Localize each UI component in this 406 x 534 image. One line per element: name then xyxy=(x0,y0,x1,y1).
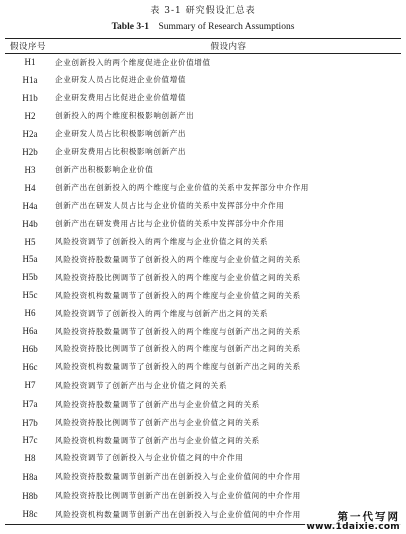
hypothesis-code: H8 xyxy=(24,452,36,463)
hypothesis-content: 风险投资调节了创新产出与企业价值之间的关系 xyxy=(55,380,228,390)
hypothesis-code: H7c xyxy=(22,435,38,445)
table-row xyxy=(5,287,401,304)
table-row xyxy=(5,54,401,71)
hypothesis-code: H5b xyxy=(22,272,38,282)
hypothesis-content: 企业创新投入的两个维度促进企业价值增值 xyxy=(55,57,211,67)
hypothesis-code: H5a xyxy=(22,254,38,264)
table-row xyxy=(5,414,401,432)
hypothesis-content: 企业研发费用占比促进企业价值增值 xyxy=(55,93,187,103)
hypothesis-content: 创新产出积极影响企业价值 xyxy=(55,165,154,175)
hypothesis-code: H6 xyxy=(24,308,36,318)
table-header-row xyxy=(5,39,401,54)
hypothesis-code: H5c xyxy=(22,290,38,300)
table-row xyxy=(5,432,401,449)
table-row xyxy=(5,107,401,125)
table-row xyxy=(5,304,401,323)
hypothesis-code: H3 xyxy=(24,164,36,175)
table-row xyxy=(5,233,401,251)
hypothesis-code: H8b xyxy=(22,490,38,501)
hypothesis-code: H6c xyxy=(22,361,38,372)
table-row xyxy=(5,340,401,358)
hypothesis-content: 风险投资机构数量调节了创新投入的两个维度与创新产出之间的关系 xyxy=(55,362,301,372)
hypothesis-content: 风险投资持股数量调节了创新产出与企业价值之间的关系 xyxy=(55,399,260,409)
table-row xyxy=(5,395,401,414)
hypothesis-content: 风险投资持股数量调节创新产出在创新投入与企业价值间的中介作用 xyxy=(55,472,301,482)
table-caption-chinese: 表 3-1 研究假设汇总表 xyxy=(150,6,256,16)
table-row xyxy=(5,89,401,107)
hypothesis-content: 风险投资持股比例调节了创新产出与企业价值之间的关系 xyxy=(55,418,260,428)
hypothesis-code: H6a xyxy=(22,326,38,336)
hypothesis-code: H4b xyxy=(22,218,38,229)
hypothesis-code: H1a xyxy=(22,74,38,85)
table-row xyxy=(5,71,401,89)
table-row xyxy=(5,449,401,467)
hypothesis-content: 企业研发人员占比积极影响创新产出 xyxy=(55,129,187,139)
hypothesis-content: 创新产出在研发人员占比与企业价值的关系中发挥部分中介作用 xyxy=(55,201,285,211)
table-row xyxy=(5,125,401,143)
hypothesis-code: H4a xyxy=(22,200,38,211)
hypothesis-content: 风险投资调节了创新投入与企业价值之间的中介作用 xyxy=(55,453,244,463)
hypothesis-code: H2b xyxy=(22,146,38,157)
site-watermark xyxy=(305,512,402,532)
table-number: Table 3-1 xyxy=(111,22,149,32)
table-title: Summary of Research Assumptions xyxy=(158,22,295,32)
hypothesis-code: H1b xyxy=(22,92,38,103)
header-hypothesis-content: 假设内容 xyxy=(210,42,247,52)
table-row xyxy=(5,323,401,340)
table-caption-english xyxy=(0,22,406,32)
hypothesis-content: 风险投资调节了创新投入的两个维度与创新产出之间的关系 xyxy=(55,308,269,318)
hypothesis-content: 风险投资机构数量调节创新产出在创新投入与企业价值间的中介作用 xyxy=(55,509,301,519)
hypothesis-content: 风险投资持股数量调节了创新投入的两个维度与创新产出之间的关系 xyxy=(55,326,301,336)
hypothesis-code: H7b xyxy=(22,417,38,428)
hypothesis-code: H2 xyxy=(24,110,36,121)
hypothesis-code: H8a xyxy=(22,471,38,482)
hypothesis-content: 风险投资持股数量调节了创新投入的两个维度与企业价值之间的关系 xyxy=(55,254,301,264)
hypothesis-code: H2a xyxy=(22,128,38,139)
table-row xyxy=(5,268,401,287)
table-row xyxy=(5,487,401,505)
hypothesis-code: H1 xyxy=(24,57,36,67)
hypothesis-code: H6b xyxy=(22,343,38,354)
hypothesis-content: 风险投资调节了创新投入的两个维度与企业价值之间的关系 xyxy=(55,237,269,247)
table-row xyxy=(5,197,401,215)
hypothesis-code: H5 xyxy=(24,236,36,247)
table-row xyxy=(5,179,401,197)
hypothesis-code: H7 xyxy=(24,380,36,390)
hypothesis-content: 风险投资机构数量调节了创新产出与企业价值之间的关系 xyxy=(55,435,260,445)
hypothesis-content: 风险投资机构数量调节了创新投入的两个维度与企业价值之间的关系 xyxy=(55,290,301,300)
hypothesis-code: H4 xyxy=(24,182,36,193)
table-row xyxy=(5,215,401,233)
table-row xyxy=(5,143,401,161)
hypothesis-content: 风险投资持股比例调节了创新投入的两个维度与企业价值之间的关系 xyxy=(55,272,301,282)
table-row xyxy=(5,251,401,268)
hypothesis-content: 风险投资持股比例调节创新产出在创新投入与企业价值间的中介作用 xyxy=(55,491,301,501)
table-row xyxy=(5,376,401,395)
table-row xyxy=(5,161,401,179)
watermark-name: 第一代写网 xyxy=(337,510,400,523)
hypothesis-code: H8c xyxy=(22,509,38,519)
hypothesis-content: 创新产出在研发费用占比与企业价值的关系中发挥部分中介作用 xyxy=(55,219,285,229)
hypothesis-code: H7a xyxy=(22,399,38,409)
hypothesis-content: 企业研发人员占比促进企业价值增值 xyxy=(55,75,187,85)
table-body xyxy=(5,54,401,524)
table-row xyxy=(5,467,401,487)
watermark-url: www.1daixie.com xyxy=(306,521,400,532)
hypothesis-content: 创新投入的两个维度积极影响创新产出 xyxy=(55,111,195,121)
header-hypothesis-number: 假设序号 xyxy=(10,42,47,52)
hypothesis-content: 创新产出在创新投入的两个维度与企业价值的关系中发挥部分中介作用 xyxy=(55,183,310,193)
table-row xyxy=(5,358,401,376)
hypothesis-content: 企业研发费用占比积极影响创新产出 xyxy=(55,147,187,157)
hypotheses-table xyxy=(5,38,401,525)
hypothesis-content: 风险投资持股比例调节了创新投入的两个维度与创新产出之间的关系 xyxy=(55,344,301,354)
